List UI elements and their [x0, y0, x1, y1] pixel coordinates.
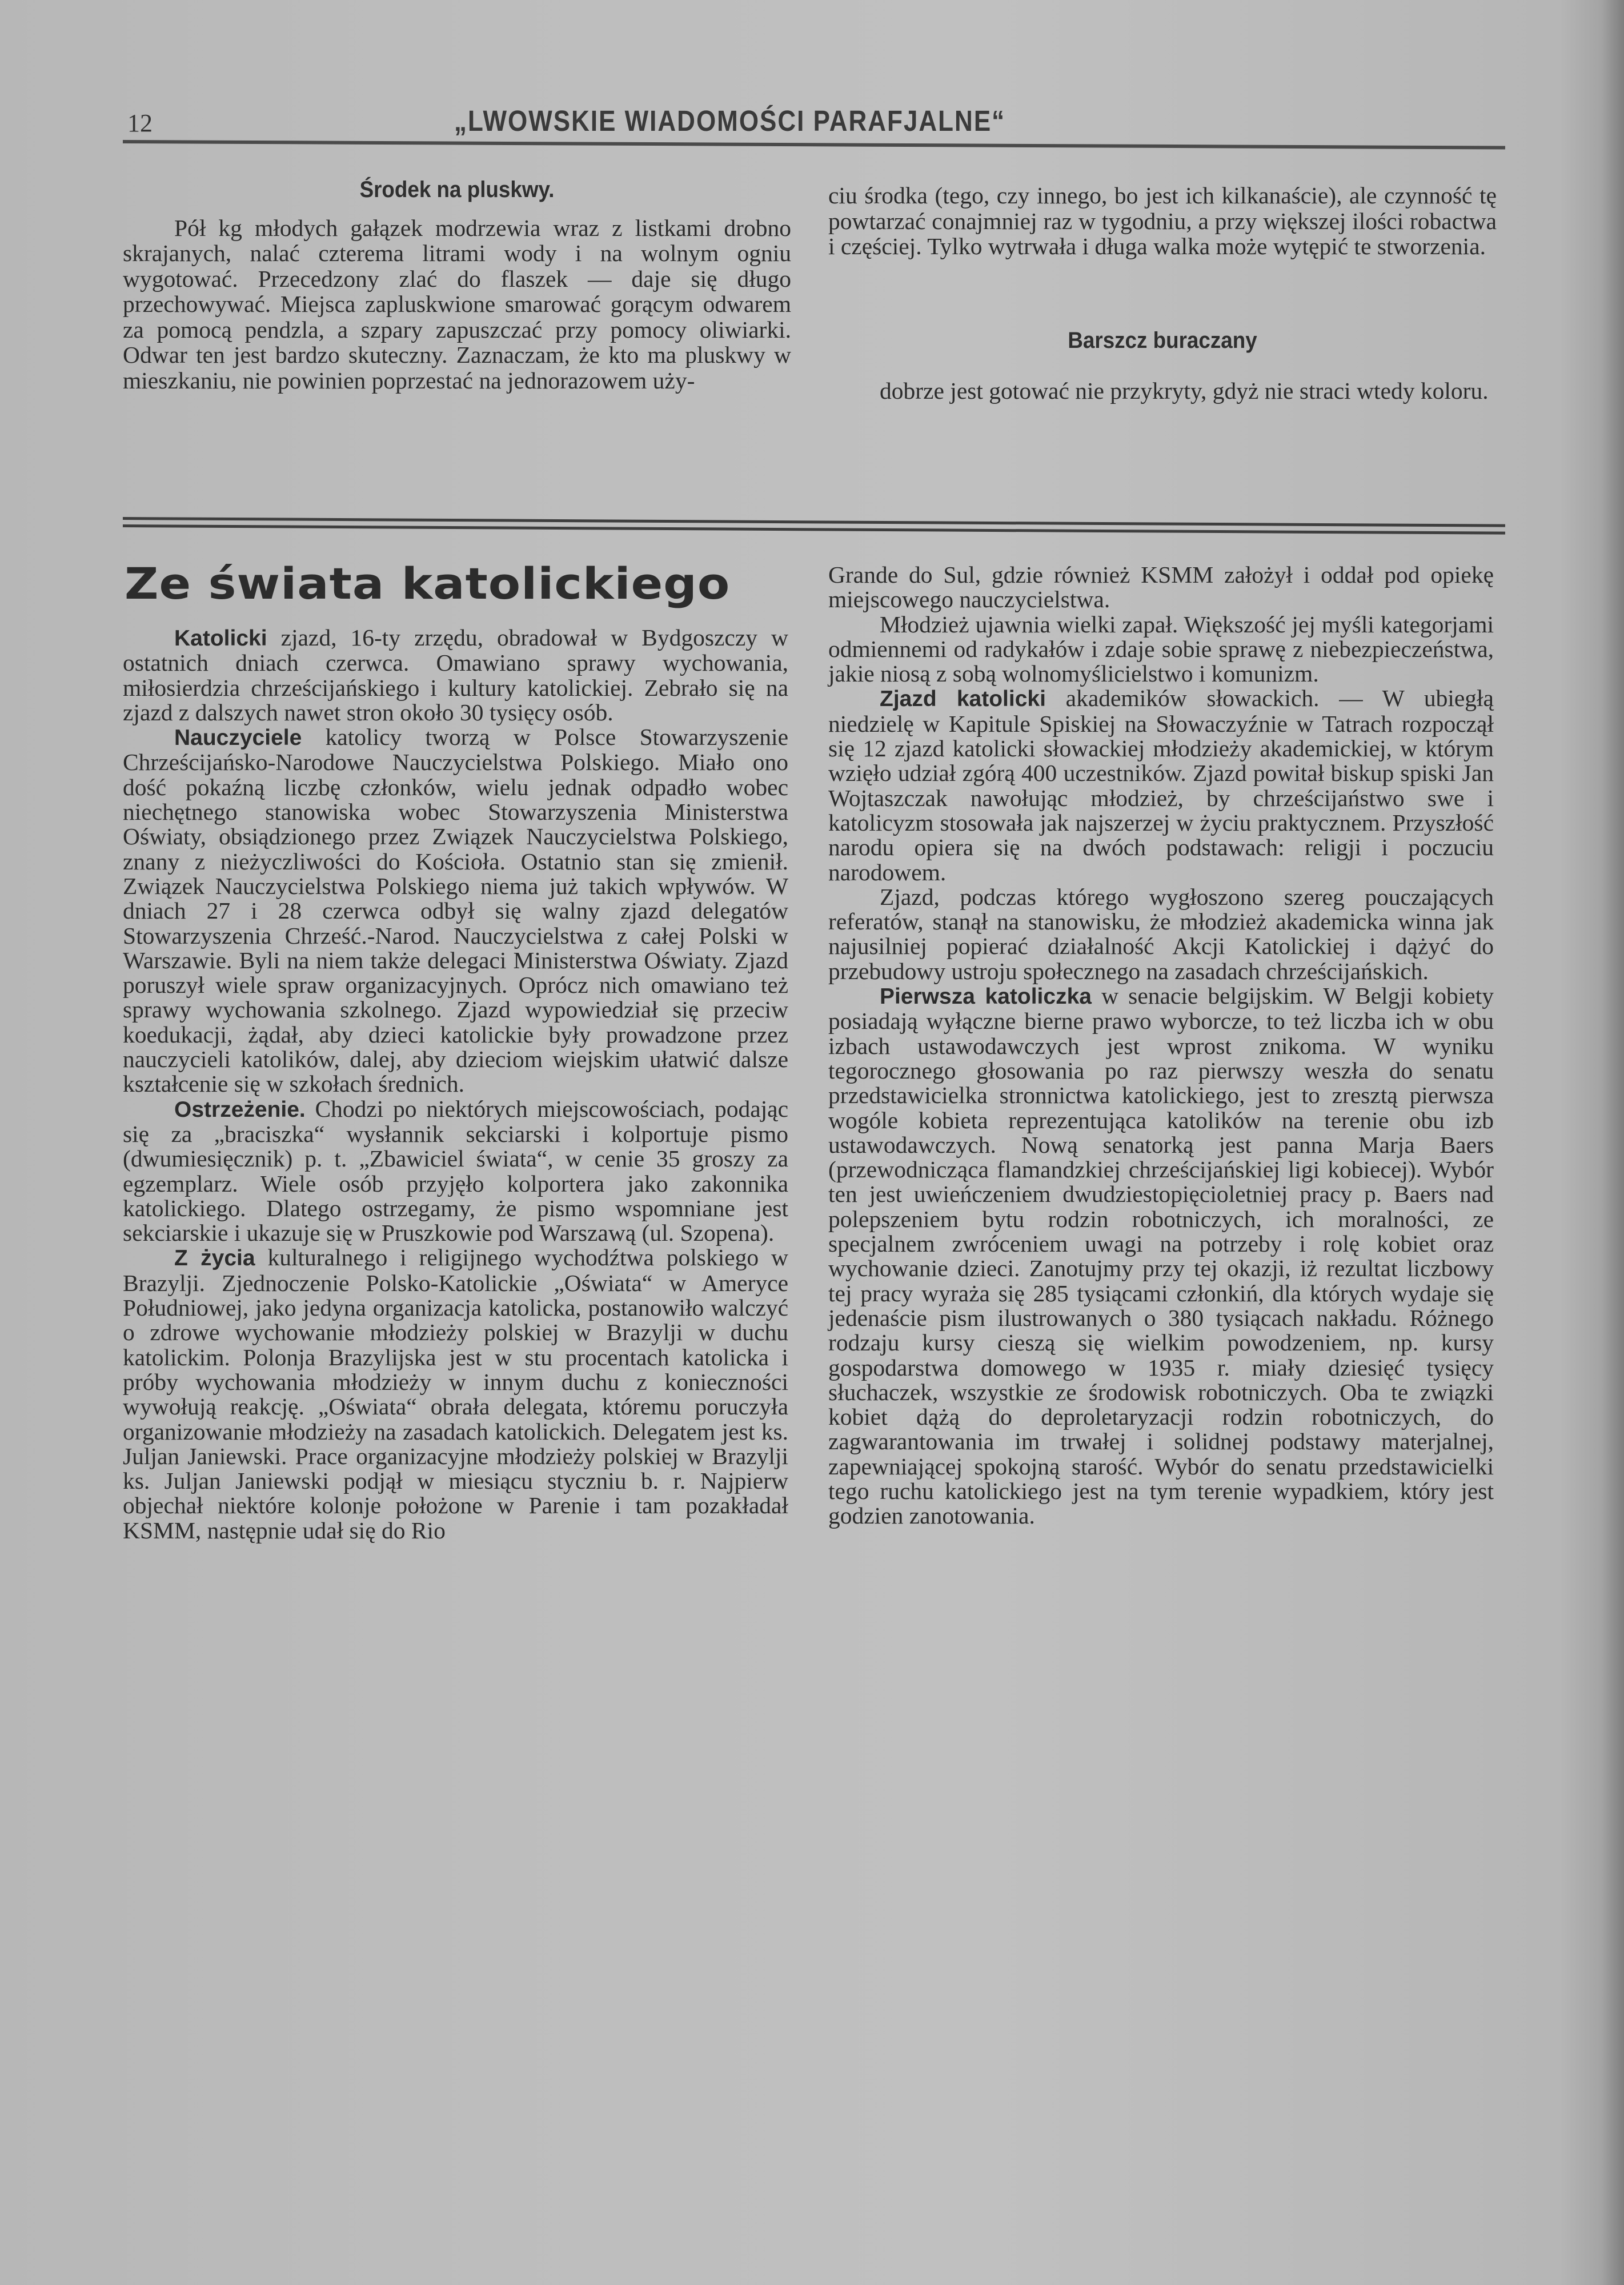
news-item-text: Zjazd, podczas którego wygłoszono szereg pouczających referatów, stanął na stanowisku, że młodzież akademicka winna jak najusilniej popierać działalność Akcji Katolickiej i dążyć do przebudowy ustroju społecznego na zasadach chrześcijańskich. — [828, 883, 1494, 984]
article-continuation-column — [828, 183, 1497, 404]
header-divider — [123, 140, 1505, 150]
article-paragraph: dobrze jest gotować nie przykryty, gdyż nie straci wtedy koloru. — [880, 378, 1489, 404]
news-item — [828, 612, 1494, 687]
article-paragraph: Pół kg młodych gałązek modrzewia wraz z listkami drobno skrajanych, nalać czterema litrami wody i na wolnym ogniu wygotować. Przecedzony zlać do flaszek — daje się długo przechowywać. Miejsca zapluskwione smarować gorącym odwarem za pomocą pendzla, a szpary zapuszczać przy pomocy oliwiarki. Odwar ten jest bardzo skuteczny. Zaznaczam, że kto ma pluskwy w mieszkaniu, nie powinien poprzestać na jednorazowem uży- — [123, 214, 791, 394]
news-item-lead: Zjazd katolicki — [880, 687, 1046, 712]
news-item-lead: Z życia — [174, 1246, 255, 1271]
news-item-lead: Nauczyciele — [174, 725, 302, 751]
article-title: Środek na pluskwy. — [359, 177, 555, 202]
news-item — [123, 1245, 788, 1543]
news-item-text: Grande do Sul, gdzie również KSMM założył i oddał pod opiekę miejscowego nauczycielstwa. — [828, 562, 1494, 613]
section-left-column — [123, 626, 788, 1543]
news-item — [828, 563, 1494, 612]
news-item — [828, 984, 1494, 1529]
section-right-column — [828, 563, 1494, 1529]
news-item — [828, 885, 1494, 984]
news-item — [828, 686, 1494, 884]
news-item-text: akademików słowackich. — W ubiegłą niedzielę w Kapitule Spiskiej na Słowaczyźnie w Tatrach rozpoczął się 12 zjazd katolicki słowackiej młodzieży akademickiej, w którym wzięło udział zgórą 400 uczestników. Zjazd powitał biskup spiski Jan Wojtaszczak nawołując młodzież, by chrześcijaństwo swe i katolicyzm stosowała jak najszerzej w życiu praktycznem. Przyszłość narodu opiera się na dwóch podstawach: religji i poczuciu narodowem. — [828, 685, 1494, 885]
news-item-lead: Ostrzeżenie. — [174, 1097, 306, 1122]
news-item — [123, 626, 788, 725]
masthead-title: „LWOWSKIE WIADOMOŚCI PARAFJALNE“ — [454, 105, 1006, 138]
article-title-borscht: Barszcz buraczany — [1068, 327, 1257, 353]
news-item-text: Młodzież ujawnia wielki zapał. Większość jej myśli kategorjami odmiennemi od radykałów i zdaje sobie sprawę z niebezpieczeństwa, jakie niosą z sobą wolnomyślicielstwo i komunizm. — [828, 611, 1494, 687]
page-header — [123, 105, 1505, 138]
news-item-text: katolicy tworzą w Polsce Stowarzyszenie Chrześcijańsko-Narodowe Nauczycielstwa Polskiego. Miało ono dość pokaźną liczbę członków, wielu jednak odpadło wobec niechętnego stanowiska wobec Stowarzyszenia Ministerstwa Oświaty, obsiądzionego przez Związek Nauczycielstwa Polskiego, znany z nieżyczliwości do Kościoła. Ostatnio stan się zmienił. Związek Nauczycielstwa Polskiego niema już takich wpływów. W dniach 27 i 28 czerwca odbył się walny zjazd delegatów Stowarzyszenia Chrześć.-Narod. Nauczycielstwa z całej Polski w Warszawie. Byli na niem także delegaci Ministerstwa Oświaty. Zjazd poruszył wiele spraw organizacyjnych. Oprócz nich omawiano też sprawy wychowania szkolnego. Zjazd wypowiedział się przeciw koedukacji, żądał, aby dzieci katolickie były prowadzone przez nauczycieli katolików, dalej, aby dzieciom wiejskim ułatwić dalsze kształcenie się w szkołach średnich. — [123, 724, 788, 1097]
news-item-lead: Pierwsza katoliczka — [880, 984, 1092, 1009]
article-paragraph: ciu środka (tego, czy innego, bo jest ich kilkanaście), ale czynność tę powtarzać conajmniej raz w tygodniu, a przy większej ilości robactwa i częściej. Tylko wytrwała i długa walka może wytępić te stworzenia. — [828, 182, 1497, 259]
news-item-text: w senacie belgijskim. W Belgji kobiety posiadają wyłączne bierne prawo wyborcze, to też liczba ich w obu izbach ustawodawczych jest wprost znikoma. W wyniku tegorocznego głosowania po raz pierwszy weszła do senatu przedstawicielka stronnictwa katolickiego, jest to zresztą pierwsza wogóle kobieta reprezentująca katolików na terenie obu izb ustawodawczych. Nową senatorką jest panna Marja Baers (przewodnicząca flamandzkiej chrześcijańskiej ligi kobiecej). Wybór ten jest uwieńczeniem dwudziestopięcioletniej pracy p. Baers nad polepszeniem bytu rodzin robotniczych, ich moralności, ze specjalnem zwróceniem uwagi na potrzeby i rolę kobiet oraz wychowanie dzieci. Zanotujmy przy tej okazji, iż rezultat liczbowy tej pracy wyraża się 285 tysiącami członkiń, dla których wydaje się jedenaście pism ilustrowanych o 380 tysiącach nakładu. Różnego rodzaju kursy cieszą się wielkim powodzeniem, np. kursy gospodarstwa domowego w 1935 r. miały dziesięć tysięcy słuchaczek, wszystkie ze środowisk robotniczych. Oba te związki kobiet dążą do deproletaryzacji rodzin robotniczych, do zagwarantowania im trwałej i solidnej podstawy materjalnej, zapewniającej spokojną starość. Wybór do senatu przedstawicielki tego ruchu katolickiego jest na tym terenie wypadkiem, który jest godzien zanotowania. — [828, 983, 1494, 1529]
news-item-text: zjazd, 16-ty zrzędu, obradował w Bydgoszczy w ostatnich dniach czerwca. Omawiano sprawy wychowania, miłosierdzia chrześcijańskiego i kultury katolickiej. Zebrało się na zjazd z dalszych nawet stron około 30 tysięcy osób. — [123, 624, 788, 725]
section-heading: Ze świata katolickiego — [125, 559, 731, 610]
news-item-text: kulturalnego i religijnego wychodźtwa polskiego w Brazylji. Zjednoczenie Polsko-Katolickie „Oświata“ w Ameryce Południowej, jako jedyna organizacja katolicka, postanowiło walczyć o zdrowe wychowanie młodzieży polskiej w Brazylji w duchu katolickim. Polonja Brazylijska jest w stu procentach katolicka i próby wychowania młodzieży w innym duchu z konieczności wywołują reakcję. „Oświata“ obrała delegata, któremu poruczyła organizowanie młodzieży na zasadach katolickich. Delegatem jest ks. Juljan Janiewski. Prace organizacyjne młodzieży polskiej w Brazylji ks. Juljan Janiewski podjął w miesiącu styczniu b. r. Najpierw objechał niektóre kolonje położone w Parenie i tam pozakładał KSMM, następnie udał się do Rio — [123, 1244, 788, 1544]
news-item — [123, 725, 788, 1096]
page-edge-shadow — [1601, 0, 1624, 2285]
news-item-lead: Katolicki — [174, 626, 267, 651]
article-bedbug-remedy — [123, 177, 791, 393]
page-number: 12 — [127, 109, 153, 137]
news-item-text: Chodzi po niektórych miejscowościach, podając się za „braciszka“ wysłannik sekciarski i kolportuje pismo (dwumiesięcznik) p. t. „Zbawiciel świata“, w cenie 35 groszy za egzemplarz. Wiele osób przyjęło kolportera jako zakonnika katolickiego. Dlatego ostrzegamy, że pismo wspomniane jest sekciarskie i ukazuje się w Pruszkowie pod Warszawą (ul. Szopena). — [123, 1095, 788, 1246]
news-item — [123, 1097, 788, 1246]
